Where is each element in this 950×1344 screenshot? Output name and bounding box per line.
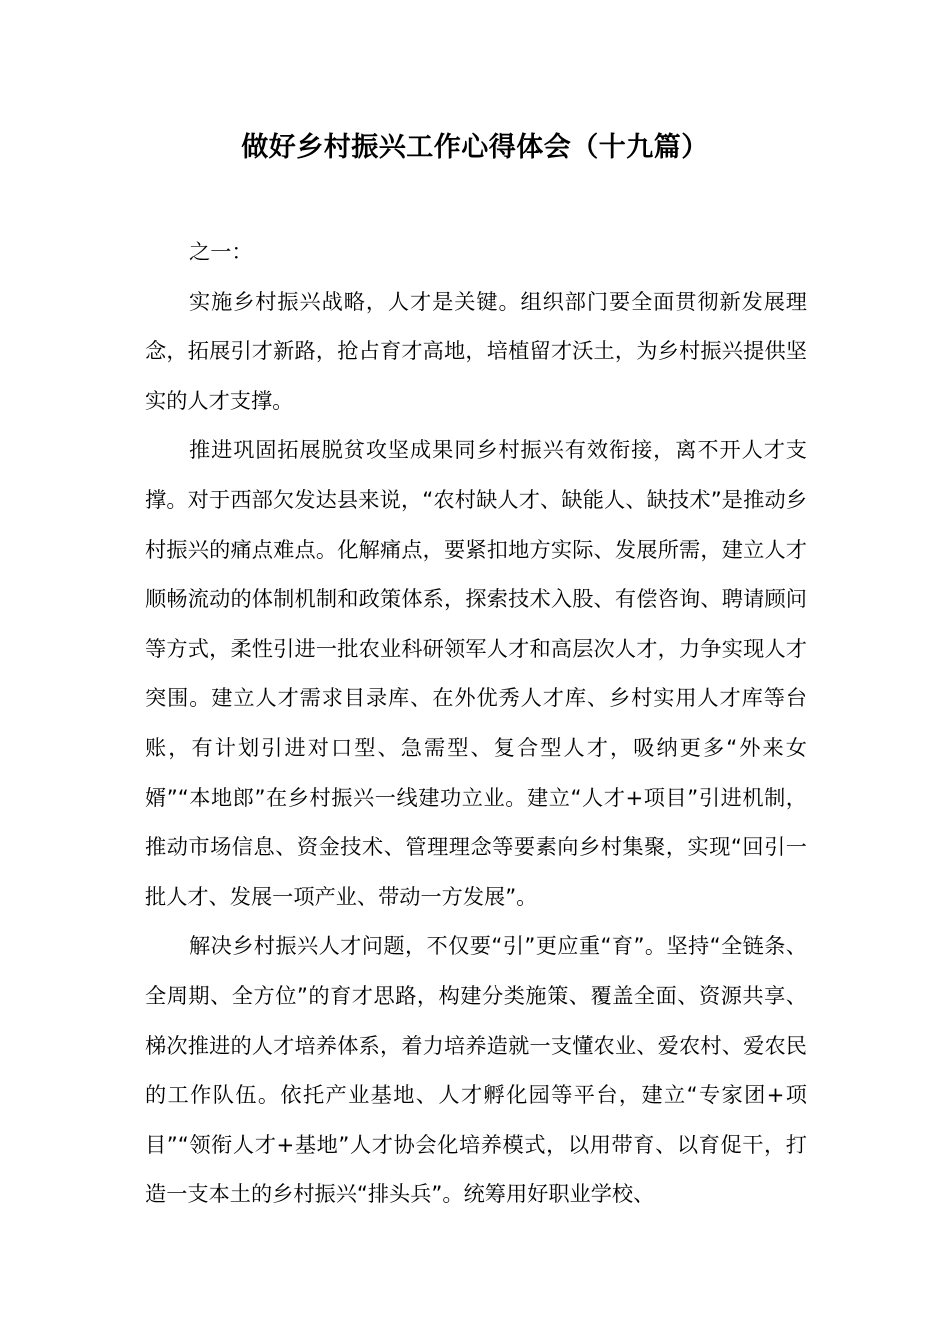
document-title: 做好乡村振兴工作心得体会（十九篇） <box>241 132 709 163</box>
paragraph: 实施乡村振兴战略，人才是关键。组织部门要全面贯彻新发展理念，拓展引才新路，抢占育才高地，培植留才沃土，为乡村振兴提供坚实的人才支撑。 <box>145 288 807 413</box>
section-heading: 之一： <box>189 239 253 264</box>
paragraph: 解决乡村振兴人才问题，不仅要“引”更应重“育”。坚持“全链条、全周期、全方位”的育才思路，构建分类施策、覆盖全面、资源共享、梯次推进的人才培养体系，着力培养造就一支懂农业、爱农村、爱农民的工作队伍。依托产业基地、人才孵化园等平台，建立“专家团+项目”“领衔人才+基地”人才协会化培养模式，以用带育、以育促干，打造一支本土的乡村振兴“排头兵”。统筹用好职业学校、 <box>145 933 807 1207</box>
document-body <box>145 227 807 1219</box>
paragraph: 推进巩固拓展脱贫攻坚成果同乡村振兴有效衔接，离不开人才支撑。对于西部欠发达县来说，“农村缺人才、缺能人、缺技术”是推动乡村振兴的痛点难点。化解痛点，要紧扣地方实际、发展所需，建立人才顺畅流动的体制机制和政策体系，探索技术入股、有偿咨询、聘请顾问等方式，柔性引进一批农业科研领军人才和高层次人才，力争实现人才突围。建立人才需求目录库、在外优秀人才库、乡村实用人才库等台账，有计划引进对口型、急需型、复合型人才，吸纳更多“外来女婿”“本地郎”在乡村振兴一线建功立业。建立“人才+项目”引进机制，推动市场信息、资金技术、管理理念等要素向乡村集聚，实现“回引一批人才、发展一项产业、带动一方发展”。 <box>145 437 807 909</box>
